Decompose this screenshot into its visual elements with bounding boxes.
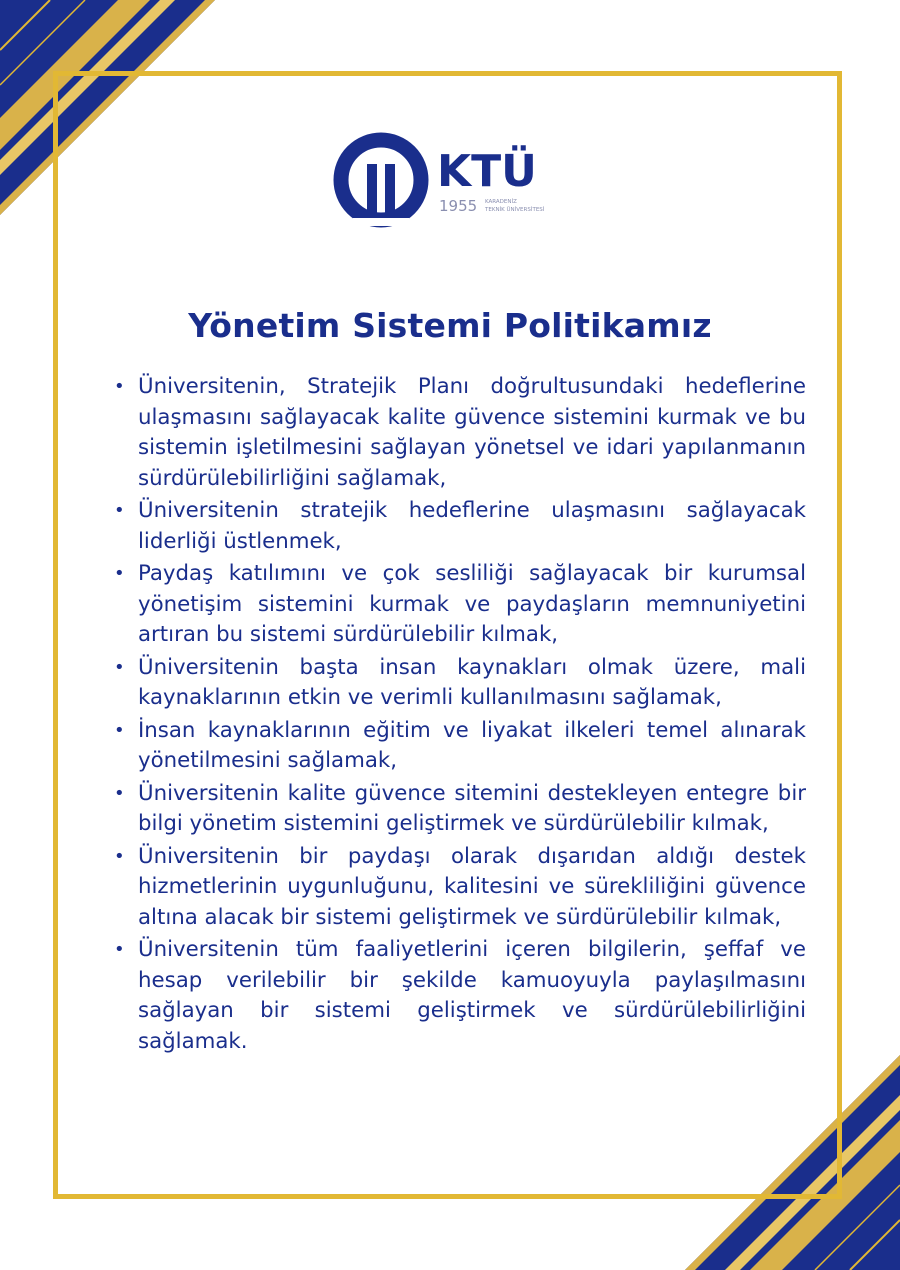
policy-item xyxy=(106,779,806,840)
logo-year: 1955 xyxy=(439,197,478,215)
policy-list xyxy=(106,372,806,1059)
bullet-icon: • xyxy=(114,845,125,867)
policy-item-text: Üniversitenin, Stratejik Planı doğrultusundaki hedeflerine ulaşmasını sağlayacak kalite güvence sistemini kurmak ve bu sistemin işletilmesini sağlayan yönetsel ve idari yapılanmanın sürdürülebilirliğini sağlamak, xyxy=(138,374,806,491)
logo-name-line1: KARADENİZ xyxy=(485,199,517,205)
logo-abbr: KTÜ xyxy=(437,146,537,197)
bullet-icon: • xyxy=(114,500,125,521)
bullet-icon: • xyxy=(114,563,125,584)
ktu-logo xyxy=(333,128,573,238)
policy-item-text: Paydaş katılımını ve çok sesliliği sağlayacak bir kurumsal yönetişim sistemini kurmak ve paydaşların memnuniyetini artıran bu sistemi sürdürülebilir kılmak, xyxy=(138,561,806,647)
bullet-icon: • xyxy=(114,376,125,397)
policy-item-text: Üniversitenin başta insan kaynakları olmak üzere, mali kaynaklarının etkin ve verimli kullanılmasını sağlamak, xyxy=(138,654,806,710)
page-title: Yönetim Sistemi Politikamız xyxy=(188,306,712,345)
policy-item-text: Üniversitenin stratejik hedeflerine ulaşmasını sağlayacak liderliği üstlenmek, xyxy=(138,498,806,554)
policy-item xyxy=(106,653,806,714)
policy-item-text: Üniversitenin tüm faaliyetlerini içeren bilgilerin, şeffaf ve hesap verilebilir bir şekilde kamuoyuyla paylaşılmasını sağlayan bir sistemi geliştirmek ve sürdürülebilirliğini sağlamak. xyxy=(138,937,806,1054)
policy-item-text: İnsan kaynaklarının eğitim ve liyakat ilkeleri temel alınarak yönetilmesini sağlamak, xyxy=(138,717,806,773)
policy-item xyxy=(106,559,806,651)
bullet-icon: • xyxy=(114,656,125,678)
policy-item xyxy=(106,842,806,934)
bullet-icon: • xyxy=(114,939,125,960)
policy-item xyxy=(106,372,806,494)
policy-item xyxy=(106,716,806,777)
logo-name-line2: TEKNİK ÜNİVERSİTESİ xyxy=(485,207,545,213)
policy-item-text: Üniversitenin kalite güvence sitemini destekleyen entegre bir bilgi yönetim sistemini geliştirmek ve sürdürülebilir kılmak, xyxy=(138,780,806,836)
policy-item xyxy=(106,496,806,557)
ktu-emblem-icon xyxy=(333,128,573,238)
bullet-icon: • xyxy=(114,782,125,804)
policy-item xyxy=(106,935,806,1057)
policy-item-text: Üniversitenin bir paydaşı olarak dışarıdan aldığı destek hizmetlerinin uygunluğunu, kalitesini ve sürekliliğini güvence altına alacak bir sistemi geliştirmek ve sürdürülebilir kılmak, xyxy=(138,843,806,930)
bullet-icon: • xyxy=(114,719,125,741)
